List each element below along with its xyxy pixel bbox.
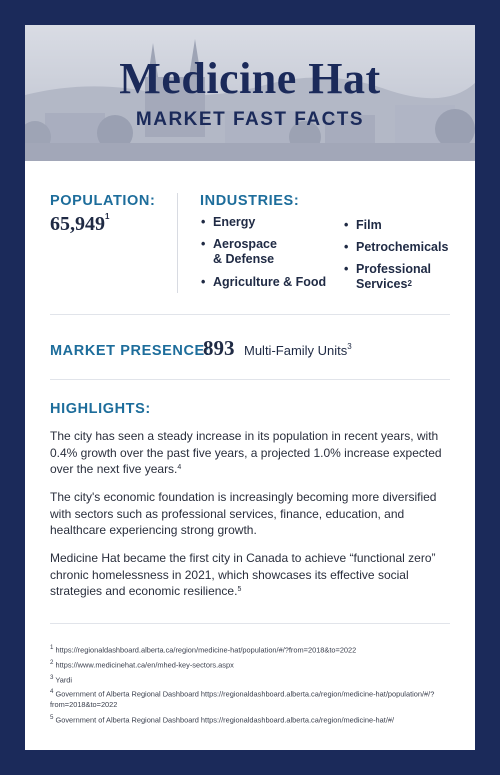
- footnote-4: $^4$ Government of Alberta Regional Dashboard https://regionaldashboard.alberta.ca/region/medicine-hat/population/#/?from=2018&to=2022: [50, 688, 435, 710]
- market-presence-value: 893: [203, 336, 235, 360]
- industry-item-aerospace: • Aerospace & Defense: [201, 237, 277, 266]
- bullet-icon: •: [201, 275, 206, 289]
- bullet-icon: •: [344, 262, 349, 276]
- section-divider: [50, 379, 450, 380]
- population-footnote-ref: 1: [105, 212, 110, 221]
- bullet-icon: •: [201, 237, 206, 251]
- population-value: [50, 213, 109, 236]
- industry-item-professional-services: • Professional Services$^2$: [344, 262, 432, 291]
- footnote-2: $^2$ https://www.medicinehat.ca/en/mhed-key-sectors.aspx: [50, 659, 234, 670]
- industry-item-energy: • Energy: [201, 215, 256, 229]
- industry-item-agriculture: • Agriculture & Food: [201, 275, 327, 289]
- footnote-3: $^3$ Yardi: [50, 674, 73, 685]
- highlights-label: HIGHLIGHTS:: [50, 401, 151, 417]
- bullet-icon: •: [201, 215, 206, 229]
- footnote-1: $^1$ https://regionaldashboard.alberta.ca/region/medicine-hat/population/#/?from=2018&to=2022: [50, 644, 357, 655]
- population-number: 65,949: [50, 213, 105, 235]
- market-presence-label: MARKET PRESENCE:: [50, 343, 211, 359]
- section-divider: [50, 314, 450, 315]
- industries-label: INDUSTRIES:: [200, 193, 300, 209]
- market-presence-footnote-ref: 3: [347, 342, 352, 351]
- vertical-divider: [177, 193, 178, 293]
- header-banner: [25, 25, 475, 161]
- population-label: POPULATION:: [50, 193, 156, 209]
- fact-sheet-card: [25, 25, 475, 750]
- industry-item-film: • Film: [344, 218, 382, 232]
- page-subtitle: MARKET FAST FACTS: [135, 109, 365, 130]
- bullet-icon: •: [344, 240, 349, 254]
- industry-item-petrochemicals: • Petrochemicals: [344, 240, 449, 254]
- highlight-paragraph-population: The city has seen a steady increase in its population in recent years, with 0.4% growth over the past five years, a projected 1.0% increase expected over the next five years.$^4$: [50, 429, 442, 476]
- bullet-icon: •: [344, 218, 349, 232]
- highlight-paragraph-homelessness: Medicine Hat became the first city in Canada to achieve “functional zero” chronic homelessness in 2021, which showcases its effective social strategies and economic resilience.$^5$: [50, 551, 436, 598]
- page-title: Medicine Hat: [119, 54, 381, 103]
- footnotes-divider: [50, 623, 450, 624]
- market-presence-unit: Multi-Family Units$^3$: [244, 342, 352, 358]
- industry-footnote-ref: 2: [407, 279, 412, 288]
- highlight-paragraph-economy: The city's economic foundation is increasingly becoming more diversified with sectors such as professional services, finance, education, and healthcare experiencing strong growth.: [50, 490, 437, 537]
- footnote-5: $^5$ Government of Alberta Regional Dashboard https://regionaldashboard.alberta.ca/region/medicine-hat/#/: [50, 714, 395, 725]
